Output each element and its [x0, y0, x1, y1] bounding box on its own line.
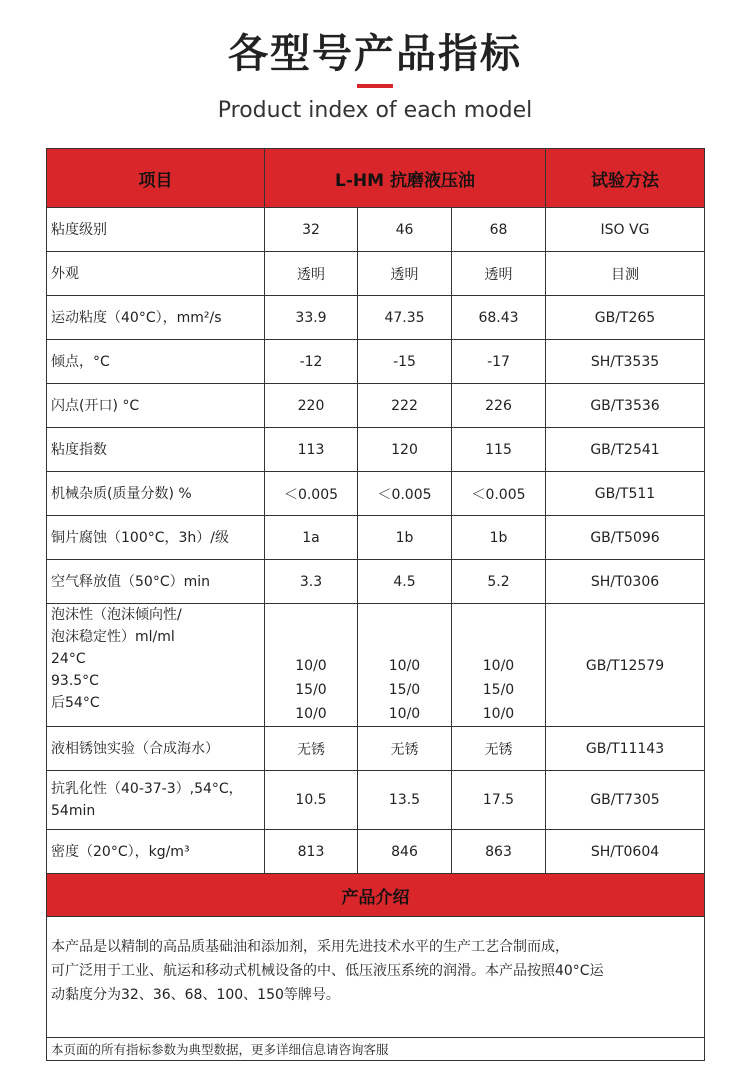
row-value-46: 222	[358, 384, 452, 428]
row-value-46: 1b	[358, 516, 452, 560]
row-method: GB/T7305	[546, 771, 705, 830]
table-row	[47, 384, 705, 428]
foam-value: 10/0	[482, 658, 515, 674]
intro-header-row	[47, 874, 705, 917]
row-method: SH/T0306	[546, 560, 705, 604]
row-value-68: 17.5	[452, 771, 546, 830]
header-item: 项目	[47, 149, 265, 208]
foam-name-line: 泡沫性（泡沫倾向性/	[51, 607, 182, 623]
foam-value: 15/0	[295, 682, 327, 698]
row-name: 液相锈蚀实验（合成海水）	[47, 727, 265, 771]
foam-values-68	[452, 604, 546, 727]
row-value-32: 透明	[265, 252, 358, 296]
row-value-68: 1b	[452, 516, 546, 560]
page-subtitle: Product index of each model	[217, 98, 533, 123]
row-value-46: 120	[358, 428, 452, 472]
row-value-32: 113	[265, 428, 358, 472]
table-row	[47, 830, 705, 874]
row-value-32: -12	[265, 340, 358, 384]
foam-name	[47, 604, 265, 727]
table-row	[47, 560, 705, 604]
foam-value: 10/0	[388, 658, 421, 674]
row-method: GB/T3536	[546, 384, 705, 428]
footnote-row	[47, 1038, 705, 1061]
row-name: 倾点，°C	[47, 340, 265, 384]
row-value-46: 无锈	[358, 727, 452, 771]
foam-value: 15/0	[482, 682, 515, 698]
table-row	[47, 208, 705, 252]
row-value-32: 1a	[265, 516, 358, 560]
intro-line: 动黏度分为32、36、68、100、150等牌号。	[51, 987, 340, 1003]
table-row	[47, 428, 705, 472]
row-value-46: ＜0.005	[358, 472, 452, 516]
row-name: 机械杂质(质量分数) %	[47, 472, 265, 516]
row-value-46: 46	[358, 208, 452, 252]
row-value-68: ＜0.005	[452, 472, 546, 516]
row-method: SH/T0604	[546, 830, 705, 874]
intro-body	[47, 917, 705, 1038]
row-value-32: 813	[265, 830, 358, 874]
row-name: 密度（20°C），kg/m³	[47, 830, 265, 874]
row-method: SH/T3535	[546, 340, 705, 384]
foam-method	[546, 604, 705, 727]
row-value-68: 无锈	[452, 727, 546, 771]
row-value-46: 透明	[358, 252, 452, 296]
row-name-line: 54min	[51, 803, 96, 819]
row-method: GB/T265	[546, 296, 705, 340]
row-value-68: 68.43	[452, 296, 546, 340]
row-value-68: 226	[452, 384, 546, 428]
foam-value: 15/0	[388, 682, 421, 698]
row-name: 粘度指数	[47, 428, 265, 472]
row-method: GB/T5096	[546, 516, 705, 560]
row-value-68: 115	[452, 428, 546, 472]
row-value-68: 68	[452, 208, 546, 252]
row-method: GB/T511	[546, 472, 705, 516]
header-method: 试验方法	[546, 149, 705, 208]
row-value-46: -15	[358, 340, 452, 384]
row-name: 外观	[47, 252, 265, 296]
row-value-46: 13.5	[358, 771, 452, 830]
row-method: GB/T2541	[546, 428, 705, 472]
row-value-32: 220	[265, 384, 358, 428]
row-value-32: ＜0.005	[265, 472, 358, 516]
row-value-68: 863	[452, 830, 546, 874]
table-row	[47, 472, 705, 516]
row-method: ISO VG	[546, 208, 705, 252]
intro-body-row	[47, 917, 705, 1038]
row-value-32: 33.9	[265, 296, 358, 340]
spec-table	[46, 148, 705, 1061]
foam-temp: 后54°C	[51, 695, 100, 711]
row-value-68: 透明	[452, 252, 546, 296]
intro-line: 本产品是以精制的高品质基础油和添加剂，采用先进技术水平的生产工艺合制而成，	[51, 939, 569, 955]
row-name: 铜片腐蚀（100°C，3h）/级	[47, 516, 265, 560]
table-row	[47, 727, 705, 771]
row-value-32: 10.5	[265, 771, 358, 830]
row-name-line: 抗乳化性（40-37-3）,54°C，	[51, 781, 243, 797]
foam-value: 10/0	[388, 706, 421, 722]
foam-temp: 24°C	[51, 651, 86, 667]
table-row	[47, 252, 705, 296]
row-name: 粘度级别	[47, 208, 265, 252]
row-value-32: 3.3	[265, 560, 358, 604]
foam-value: 10/0	[295, 706, 327, 722]
row-value-46: 47.35	[358, 296, 452, 340]
foam-values-32	[265, 604, 358, 727]
row-value-68: 5.2	[452, 560, 546, 604]
table-row-foam	[47, 604, 705, 727]
row-value-32: 32	[265, 208, 358, 252]
row-method: GB/T11143	[546, 727, 705, 771]
table-row	[47, 516, 705, 560]
title-accent-bar	[357, 84, 393, 88]
row-name	[47, 771, 265, 830]
row-value-68: -17	[452, 340, 546, 384]
foam-method-text: GB/T12579	[585, 658, 665, 674]
row-name: 运动粘度（40°C），mm²/s	[47, 296, 265, 340]
table-row	[47, 340, 705, 384]
row-value-32: 无锈	[265, 727, 358, 771]
foam-values-46	[358, 604, 452, 727]
row-value-46: 846	[358, 830, 452, 874]
footnote: 本页面的所有指标参数为典型数据，更多详细信息请咨询客服	[47, 1038, 705, 1061]
table-row	[47, 771, 705, 830]
row-method: 目测	[546, 252, 705, 296]
foam-temp: 93.5°C	[51, 673, 99, 689]
foam-name-line: 泡沫稳定性）ml/ml	[51, 629, 175, 645]
foam-value: 10/0	[295, 658, 327, 674]
intro-title: 产品介绍	[47, 874, 705, 917]
table-row	[47, 296, 705, 340]
row-value-46: 4.5	[358, 560, 452, 604]
row-name: 空气释放值（50°C）min	[47, 560, 265, 604]
intro-line: 可广泛用于工业、航运和移动式机械设备的中、低压液压系统的润滑。本产品按照40°C运	[51, 963, 604, 979]
table-header-row	[47, 149, 705, 208]
header-product: L-HM 抗磨液压油	[265, 149, 546, 208]
foam-value: 10/0	[482, 706, 515, 722]
row-name: 闪点(开口) °C	[47, 384, 265, 428]
page-title: 各型号产品指标	[228, 31, 522, 77]
